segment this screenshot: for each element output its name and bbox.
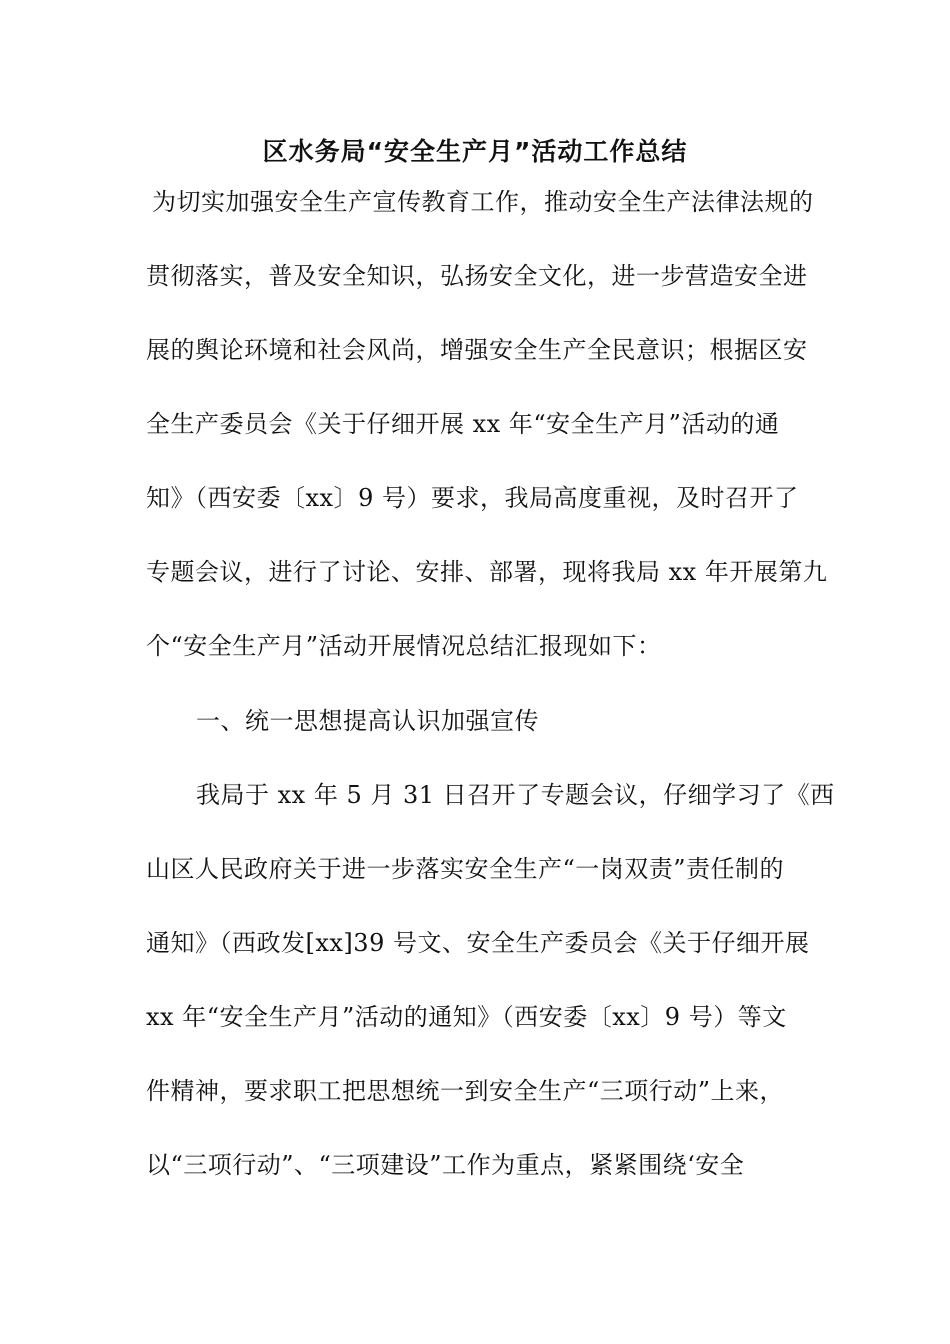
paragraph-line: 通知》（西政发[xx]39 号文、安全生产委员会《关于仔细开展 bbox=[146, 929, 810, 957]
paragraph-line: 专题会议，进行了讨论、安排、部署，现将我局 xx 年开展第九 bbox=[146, 558, 828, 586]
paragraph-line: xx 年“安全生产月”活动的通知》（西安委〔xx〕9 号）等文 bbox=[146, 1003, 787, 1031]
document-title: 区水务局“安全生产月”活动工作总结 bbox=[262, 137, 688, 166]
section-heading: 一、统一思想提高认识加强宣传 bbox=[196, 707, 539, 735]
paragraph-line: 全生产委员会《关于仔细开展 xx 年“安全生产月”活动的通 bbox=[146, 410, 780, 438]
paragraph-line: 我局于 xx 年 5 月 31 日召开了专题会议，仔细学习了《西 bbox=[196, 781, 835, 809]
paragraph-line: 知》（西安委〔xx〕9 号）要求，我局高度重视，及时召开了 bbox=[146, 484, 799, 512]
paragraph-line: 个“安全生产月”活动开展情况总结汇报现如下： bbox=[146, 632, 662, 660]
paragraph-line: 件精神，要求职工把思想统一到安全生产“三项行动”上来， bbox=[146, 1077, 785, 1105]
paragraph-line: 以“三项行动”、“三项建设”工作为重点，紧紧围绕‘安全 bbox=[146, 1151, 745, 1179]
paragraph-line: 为切实加强安全生产宣传教育工作，推动安全生产法律法规的 bbox=[152, 188, 814, 216]
paragraph-line: 展的舆论环境和社会风尚，增强安全生产全民意识；根据区安 bbox=[146, 336, 808, 364]
paragraph-line: 贯彻落实，普及安全知识，弘扬安全文化，进一步营造安全进 bbox=[146, 262, 808, 290]
paragraph-line: 山区人民政府关于进一步落实安全生产“一岗双责”责任制的 bbox=[146, 855, 785, 883]
